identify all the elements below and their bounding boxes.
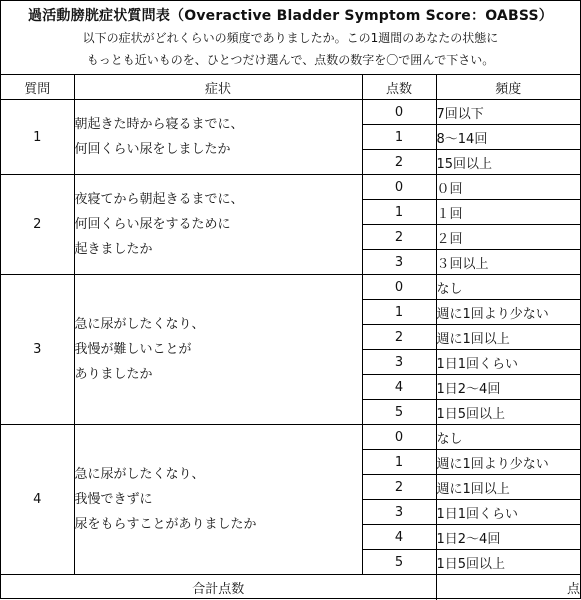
score-table — [1, 74, 580, 600]
frequency-label: ２回 — [436, 225, 580, 250]
question-number: 4 — [1, 425, 74, 575]
header-symptom: 症状 — [74, 75, 362, 100]
total-score-field[interactable]: 点 — [436, 575, 580, 600]
score-option[interactable]: 3 — [362, 350, 436, 375]
frequency-label: なし — [436, 275, 580, 300]
score-option[interactable]: 0 — [362, 100, 436, 125]
score-option[interactable]: 3 — [362, 250, 436, 275]
frequency-label: 1日5回以上 — [436, 550, 580, 575]
symptom-line: 何回くらい尿をしましたか — [74, 142, 231, 157]
frequency-label: ０回 — [436, 175, 580, 200]
header-block — [1, 1, 580, 74]
symptom-line: 我慢できずに — [74, 492, 153, 507]
header-question: 質問 — [1, 75, 74, 100]
frequency-label: ３回以上 — [436, 250, 580, 275]
frequency-label: 1日5回以上 — [436, 400, 580, 425]
score-option[interactable]: 1 — [362, 200, 436, 225]
frequency-label: 1日2〜4回 — [436, 525, 580, 550]
symptom-line: 何回くらい尿をするために — [74, 217, 231, 232]
frequency-label: 週に1回より少ない — [436, 450, 580, 475]
frequency-label: 1日1回くらい — [436, 500, 580, 525]
frequency-label: 1日2〜4回 — [436, 375, 580, 400]
option-row — [1, 100, 580, 125]
option-row — [1, 275, 580, 300]
score-option[interactable]: 4 — [362, 375, 436, 400]
score-option[interactable]: 0 — [362, 175, 436, 200]
symptom-line: 起きましたか — [74, 242, 153, 257]
symptom-line: 我慢が難しいことが — [74, 342, 192, 357]
header-frequency: 頻度 — [436, 75, 580, 100]
frequency-label: 週に1回以上 — [436, 475, 580, 500]
option-row — [1, 175, 580, 200]
frequency-label: なし — [436, 425, 580, 450]
question-number: 3 — [1, 275, 74, 425]
symptom-text — [74, 425, 362, 575]
symptom-line: 朝起きた時から寝るまでに、 — [74, 117, 244, 132]
score-option[interactable]: 1 — [362, 125, 436, 150]
symptom-text — [74, 175, 362, 275]
total-row — [1, 575, 580, 600]
instruction-line-1: 以下の症状がどれくらいの頻度でありましたか。この1週間のあなたの状態に — [82, 31, 499, 45]
symptom-line: 急に尿がしたくなり、 — [74, 317, 205, 332]
symptom-line: ありましたか — [74, 367, 153, 382]
score-option[interactable]: 2 — [362, 150, 436, 175]
page-title: 過活動膀胱症状質問表（Overactive Bladder Symptom Score：OABSS） — [28, 8, 553, 24]
instruction-line-2: もっとも近いものを、ひとつだけ選んで、点数の数字を〇で囲んで下さい。 — [86, 53, 495, 67]
score-option[interactable]: 5 — [362, 550, 436, 575]
symptom-line: 夜寝てから朝起きるまでに、 — [74, 192, 244, 207]
frequency-label: 週に1回より少ない — [436, 300, 580, 325]
option-row — [1, 425, 580, 450]
symptom-text — [74, 275, 362, 425]
score-option[interactable]: 2 — [362, 475, 436, 500]
score-option[interactable]: 1 — [362, 300, 436, 325]
score-option[interactable]: 0 — [362, 425, 436, 450]
score-option[interactable]: 1 — [362, 450, 436, 475]
score-option[interactable]: 5 — [362, 400, 436, 425]
symptom-line: 尿をもらすことがありましたか — [74, 517, 257, 532]
score-option[interactable]: 0 — [362, 275, 436, 300]
frequency-label: 週に1回以上 — [436, 325, 580, 350]
frequency-label: 1日1回くらい — [436, 350, 580, 375]
score-option[interactable]: 2 — [362, 225, 436, 250]
header-score: 点数 — [362, 75, 436, 100]
score-option[interactable]: 2 — [362, 325, 436, 350]
question-number: 1 — [1, 100, 74, 175]
symptom-text — [74, 100, 362, 175]
frequency-label: 8〜14回 — [436, 125, 580, 150]
question-number: 2 — [1, 175, 74, 275]
frequency-label: １回 — [436, 200, 580, 225]
symptom-line: 急に尿がしたくなり、 — [74, 467, 205, 482]
score-option[interactable]: 4 — [362, 525, 436, 550]
score-option[interactable]: 3 — [362, 500, 436, 525]
frequency-label: 7回以下 — [436, 100, 580, 125]
total-score-label: 合計点数 — [1, 575, 436, 600]
frequency-label: 15回以上 — [436, 150, 580, 175]
header-row — [1, 75, 580, 100]
